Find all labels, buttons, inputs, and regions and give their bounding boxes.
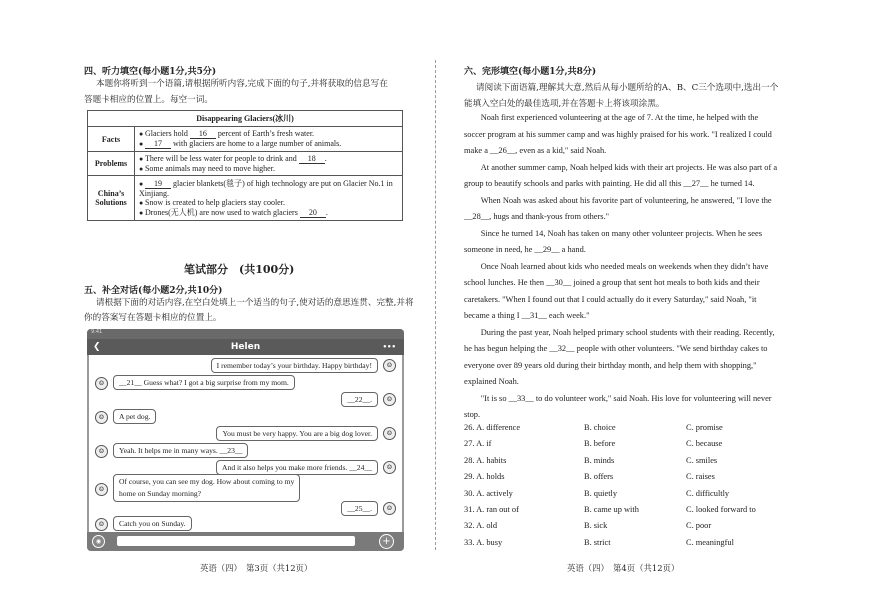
passage-line: school lunches. He then __30__ joined a group that sent hot meals to both kids and their bbox=[464, 278, 760, 287]
section5-instr1: 请根据下面的对话内容,在空白处填上一个适当的句子,使对话的意思连贯、完整,并将 bbox=[96, 298, 414, 308]
option-31-b[interactable]: B. came up with bbox=[584, 505, 639, 514]
option-29-a[interactable]: 29. A. holds bbox=[464, 472, 505, 482]
status-bar: 9:41 bbox=[87, 329, 404, 339]
solution-3: ● Drones(无人机) are now used to watch glaciers 20 . bbox=[139, 207, 398, 218]
message-bubble: Of course, you can see my dog. How about coming to my home on Sunday morning? bbox=[113, 474, 300, 502]
left-footer: 英语（四） 第3页（共12页） bbox=[200, 563, 313, 573]
row-label-facts: Facts bbox=[88, 127, 135, 152]
menu-icon[interactable]: ••• bbox=[382, 343, 396, 351]
message-bubble: You must be very happy. You are a big dog lover. bbox=[216, 426, 378, 441]
option-26-b[interactable]: B. choice bbox=[584, 423, 616, 432]
section5-title: 五、补全对话(每小题2分,共10分) bbox=[84, 286, 223, 296]
option-31-a[interactable]: 31. A. ran out of bbox=[464, 505, 519, 514]
passage-line: __28__, hugs and thank-yous from others." bbox=[464, 212, 610, 221]
option-31-c[interactable]: C. looked forward to bbox=[686, 505, 756, 514]
avatar-icon: ☺ bbox=[383, 427, 396, 440]
voice-icon[interactable]: ◉ bbox=[92, 535, 105, 548]
back-icon[interactable]: ❮ bbox=[93, 342, 101, 352]
section6-instr1: 请阅读下面语篇,理解其大意,然后从每小题所给的A、B、C三个选项中,选出一个 bbox=[476, 83, 779, 93]
passage-line: When Noah was asked about his favorite part of volunteering, he answered, "I love the bbox=[464, 195, 772, 205]
option-26-a[interactable]: 26. A. difference bbox=[464, 423, 521, 432]
passage-line: At another summer camp, Noah helped kids with their art projects. He was also part of a bbox=[464, 162, 778, 172]
add-icon[interactable]: + bbox=[379, 534, 394, 549]
option-28-c[interactable]: C. smiles bbox=[686, 455, 718, 465]
avatar-icon: ☺ bbox=[383, 502, 396, 515]
passage-line: make a __26__, even as a kid," said Noah. bbox=[464, 146, 607, 155]
passage-line: soccer program at his summer camp and was highly praised for his work. "I realized I could bbox=[464, 129, 772, 139]
chat-header bbox=[87, 339, 404, 355]
message-bubble: __25__. bbox=[341, 501, 378, 516]
blank-18[interactable]: 18 bbox=[299, 154, 325, 164]
option-26-c[interactable]: C. promise bbox=[686, 423, 723, 432]
chat-input-bar bbox=[87, 532, 404, 551]
message-bubble: Yeah. It helps me in many ways. __23__ bbox=[113, 443, 248, 458]
avatar-icon: ☺ bbox=[95, 483, 108, 496]
blank-19[interactable]: 19 bbox=[145, 179, 171, 189]
blank-20[interactable]: 20 bbox=[300, 208, 326, 218]
option-33-c[interactable]: C. meaningful bbox=[686, 537, 734, 547]
problem-2: ● Some animals may need to move higher. bbox=[139, 164, 398, 173]
facts-cell bbox=[135, 127, 403, 152]
written-part-title: 笔试部分 (共100分) bbox=[184, 263, 295, 276]
passage-line: he has begun helping the __32__ people with other volunteers. "We send birthday cakes to bbox=[464, 344, 768, 353]
passage-line: Since he turned 14, Noah has taken on many other volunteer projects. When he sees bbox=[464, 228, 763, 238]
passage-line: Noah first experienced volunteering at the age of 7. At the time, he helped with the bbox=[464, 113, 759, 122]
blank-17[interactable]: 17 bbox=[145, 139, 171, 149]
passage-line: someone in need, he __29__ a hand. bbox=[464, 245, 586, 254]
glacier-table bbox=[87, 110, 403, 221]
section6-instr2: 能填入空白处的最佳选项,并在答题卡上将该项涂黑。 bbox=[464, 99, 665, 109]
avatar-icon: ☺ bbox=[95, 518, 108, 531]
option-29-b[interactable]: B. offers bbox=[584, 472, 614, 482]
passage-line: "It is so __33__ to do volunteer work," said Noah. His love for volunteering will never bbox=[464, 393, 772, 403]
section4-instr1: 本题你将听到一个语篇,请根据所听内容,完成下面的句子,并将获取的信息写在 bbox=[96, 79, 388, 89]
fact-1: ● Glaciers hold 16 percent of Earth’s fresh water. bbox=[139, 129, 398, 139]
row-label-problems: Problems bbox=[88, 152, 135, 176]
option-27-a[interactable]: 27. A. if bbox=[464, 439, 492, 449]
option-33-a[interactable]: 33. A. busy bbox=[464, 537, 503, 547]
table-heading: Disappearing Glaciers(冰川) bbox=[88, 111, 403, 127]
avatar-icon: ☺ bbox=[95, 445, 108, 458]
message-bubble: __21__ Guess what? I got a big surprise from my mom. bbox=[113, 375, 295, 390]
section6-title: 六、完形填空(每小题1分,共8分) bbox=[464, 67, 597, 77]
passage-line: everyone over 89 years old during their birthday month, and help them with shopping," bbox=[464, 360, 757, 370]
option-30-b[interactable]: B. quietly bbox=[584, 488, 618, 498]
passage-line: During the past year, Noah helped primary school students with their reading. Recently, bbox=[464, 327, 775, 337]
option-30-a[interactable]: 30. A. actively bbox=[464, 488, 513, 498]
option-28-a[interactable]: 28. A. habits bbox=[464, 455, 507, 465]
blank-16[interactable]: 16 bbox=[190, 129, 216, 139]
passage-line: group to beautify schools and parks with painting. He did all this __27__ he turned 14. bbox=[464, 179, 755, 188]
section4-title: 四、听力填空(每小题1分,共5分) bbox=[84, 67, 217, 77]
message-bubble: Catch you on Sunday. bbox=[113, 516, 192, 531]
section4-instr2: 答题卡相应的位置上。每空一词。 bbox=[84, 95, 213, 105]
avatar-icon: ☺ bbox=[383, 461, 396, 474]
option-32-c[interactable]: C. poor bbox=[686, 521, 712, 531]
avatar-icon: ☺ bbox=[95, 411, 108, 424]
chat-screen bbox=[89, 355, 402, 532]
option-29-c[interactable]: C. raises bbox=[686, 472, 715, 482]
message-bubble: And it also helps you make more friends. __24__ bbox=[216, 460, 378, 475]
passage-line: stop. bbox=[464, 410, 481, 419]
chat-phone bbox=[87, 329, 404, 551]
option-33-b[interactable]: B. strict bbox=[584, 537, 611, 547]
option-27-c[interactable]: C. because bbox=[686, 439, 723, 449]
passage-line: became a thing I __31__ each week." bbox=[464, 311, 590, 320]
contact-name: Helen bbox=[230, 342, 261, 352]
cloze-passage bbox=[464, 110, 799, 424]
avatar-icon: ☺ bbox=[383, 359, 396, 372]
option-30-c[interactable]: C. difficultly bbox=[686, 488, 730, 498]
avatar-icon: ☺ bbox=[383, 393, 396, 406]
solution-1: ● 19 glacier blankets(毯子) of high technology are put on Glacier No.1 in Xinjiang. bbox=[139, 178, 398, 198]
problem-1: ● There will be less water for people to drink and 18 . bbox=[139, 154, 398, 164]
passage-line: explained Noah. bbox=[464, 377, 519, 386]
option-27-b[interactable]: B. before bbox=[584, 439, 616, 449]
solutions-cell bbox=[135, 176, 403, 221]
passage-line: caretakers. "When I found out that I could actually do it every Saturday," said Noah, "it bbox=[464, 294, 757, 304]
row-label-solutions: China’s Solutions bbox=[88, 176, 135, 221]
page-divider bbox=[435, 60, 436, 550]
solution-2: ● Snow is created to help glaciers stay cooler. bbox=[139, 198, 398, 207]
option-28-b[interactable]: B. minds bbox=[584, 455, 615, 465]
message-bubble: A pet dog. bbox=[113, 409, 156, 424]
message-input[interactable] bbox=[117, 536, 355, 546]
right-footer: 英语（四） 第4页（共12页） bbox=[567, 563, 680, 573]
problems-cell bbox=[135, 152, 403, 176]
option-32-a[interactable]: 32. A. old bbox=[464, 521, 498, 531]
passage-line: Once Noah learned about kids who needed meals on weekends when they didn’t have bbox=[464, 261, 769, 271]
section5-instr2: 你的答案写在答题卡相应的位置上。 bbox=[84, 313, 222, 323]
message-bubble: __22__. bbox=[341, 392, 378, 407]
avatar-icon: ☺ bbox=[95, 377, 108, 390]
message-bubble: I remember today’s your birthday. Happy birthday! bbox=[211, 358, 378, 373]
fact-2: ● 17 with glaciers are home to a large number of animals. bbox=[139, 139, 398, 149]
option-32-b[interactable]: B. sick bbox=[584, 521, 608, 531]
